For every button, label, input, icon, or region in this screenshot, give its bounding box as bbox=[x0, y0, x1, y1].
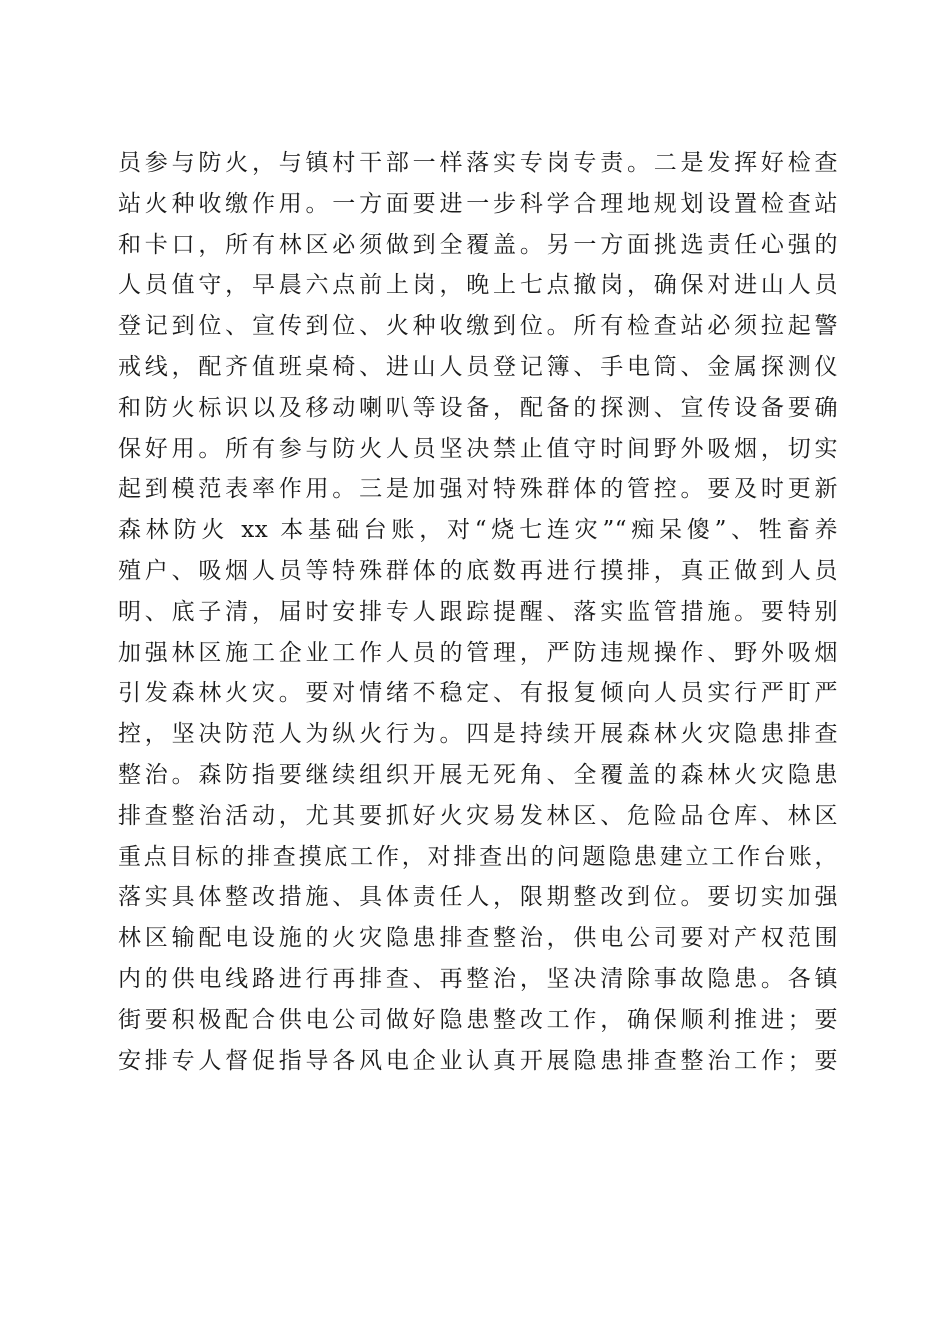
text-line: 引发森林火灾。要对情绪不稳定、有报复倾向人员实行严盯严 bbox=[118, 680, 838, 707]
text-line: 保好用。所有参与防火人员坚决禁止值守时间野外吸烟，切实 bbox=[118, 435, 838, 462]
text-line: 内的供电线路进行再排查、再整治，坚决清除事故隐患。各镇 bbox=[118, 965, 838, 992]
text-line: 控，坚决防范人为纵火行为。四是持续开展森林火灾隐患排查 bbox=[118, 721, 838, 748]
text-line: 起到模范表率作用。三是加强对特殊群体的管控。要及时更新 bbox=[118, 476, 838, 503]
text-line: 整治。森防指要继续组织开展无死角、全覆盖的森林火灾隐患 bbox=[118, 761, 838, 788]
text-line: 加强林区施工企业工作人员的管理，严防违规操作、野外吸烟 bbox=[118, 639, 838, 666]
text-line: 林区输配电设施的火灾隐患排查整治，供电公司要对产权范围 bbox=[118, 925, 838, 952]
text-line: 站火种收缴作用。一方面要进一步科学合理地规划设置检查站 bbox=[118, 190, 838, 217]
text-line: 和防火标识以及移动喇叭等设备，配备的探测、宣传设备要确 bbox=[118, 394, 838, 421]
text-line: 森林防火 xx 本基础台账，对“烧七连灾”“痴呆傻”、牲畜养 bbox=[118, 517, 838, 544]
text-line: 和卡口，所有林区必须做到全覆盖。另一方面挑选责任心强的 bbox=[118, 231, 838, 258]
text-line: 员参与防火，与镇村干部一样落实专岗专责。二是发挥好检查 bbox=[118, 150, 838, 176]
text-line: 殖户、吸烟人员等特殊群体的底数再进行摸排，真正做到人员 bbox=[118, 557, 838, 584]
body-paragraph bbox=[118, 143, 838, 1081]
text-line: 落实具体整改措施、具体责任人，限期整改到位。要切实加强 bbox=[118, 884, 838, 911]
text-line: 登记到位、宣传到位、火种收缴到位。所有检查站必须拉起警 bbox=[118, 313, 838, 340]
text-line: 排查整治活动，尤其要抓好火灾易发林区、危险品仓库、林区 bbox=[118, 802, 838, 829]
text-line: 戒线，配齐值班桌椅、进山人员登记簿、手电筒、金属探测仪 bbox=[118, 353, 838, 380]
text-line: 人员值守，早晨六点前上岗，晚上七点撤岗，确保对进山人员 bbox=[118, 272, 838, 299]
text-line: 街要积极配合供电公司做好隐患整改工作，确保顺利推进；要 bbox=[118, 1006, 838, 1033]
text-line: 安排专人督促指导各风电企业认真开展隐患排查整治工作；要 bbox=[118, 1047, 838, 1074]
text-line: 重点目标的排查摸底工作，对排查出的问题隐患建立工作台账， bbox=[118, 843, 838, 870]
text-line: 明、底子清，届时安排专人跟踪提醒、落实监管措施。要特别 bbox=[118, 598, 838, 625]
